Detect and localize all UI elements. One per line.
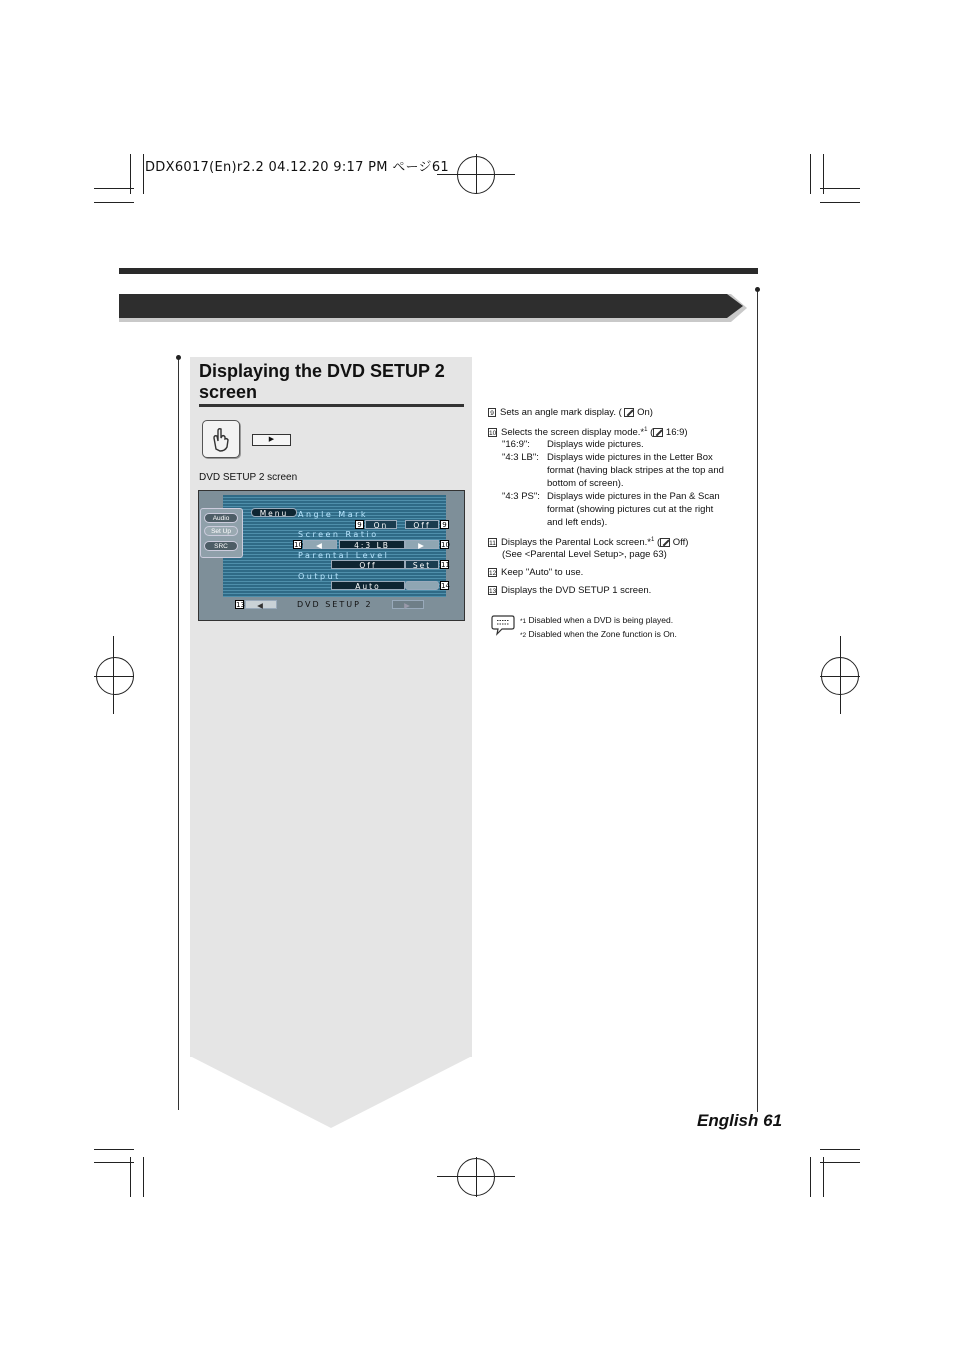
ratio-value: 4:3 LB xyxy=(339,540,405,549)
number-box: 11 xyxy=(489,540,496,548)
footer-label: DVD SETUP 2 xyxy=(297,600,373,609)
desc-11: 11 Displays the Parental Lock screen.*$^1$ ( Off) xyxy=(489,537,689,549)
desc-10-item-text: Displays wide pictures in the Pan & Scan xyxy=(547,491,720,502)
desc-11-text: Displays the Parental Lock screen.* xyxy=(501,537,651,549)
desc-10-item-key: "4:3 LB": xyxy=(502,452,539,463)
registration-mark xyxy=(113,636,114,714)
crop-mark xyxy=(94,1162,134,1163)
desc-11-default: Off xyxy=(672,537,686,549)
number-box: 9 xyxy=(488,408,496,417)
play-icon: ▶ xyxy=(268,436,275,443)
touch-icon xyxy=(202,420,240,458)
note-mark: *1 xyxy=(520,618,527,625)
crop-mark xyxy=(94,1149,134,1150)
crop-mark xyxy=(820,188,860,189)
desc-10-item-text: bottom of screen). xyxy=(547,478,624,489)
desc-10-item-key: "16:9": xyxy=(502,439,530,450)
chapter-banner xyxy=(119,294,747,322)
screen-ratio-label: Screen Ratio xyxy=(298,530,379,539)
desc-12 xyxy=(488,566,583,579)
page-footer: English 61 xyxy=(697,1111,783,1130)
pen-icon xyxy=(653,428,663,437)
margin-dot-left xyxy=(176,355,181,360)
ratio-right-button[interactable]: ▶ xyxy=(405,540,439,549)
desc-10-item-text: format (showing pictures cut at the right xyxy=(547,504,714,515)
callout-11: 11 xyxy=(441,561,450,569)
desc-13-text: Displays the DVD SETUP 1 screen. xyxy=(501,585,652,596)
crop-mark xyxy=(810,1157,811,1197)
screen-caption: DVD SETUP 2 screen xyxy=(199,472,298,483)
desc-9-close: ) xyxy=(649,407,653,418)
callout-10b: 10 xyxy=(441,541,450,549)
crop-mark xyxy=(820,1162,860,1163)
registration-mark xyxy=(476,154,477,194)
output-blank-button[interactable] xyxy=(405,581,439,590)
margin-rule-left xyxy=(178,358,179,1110)
parental-value: Off xyxy=(331,560,405,569)
crop-mark xyxy=(823,1157,824,1197)
desc-10-item-text: format (having black stripes at the top and xyxy=(547,465,724,476)
parental-set-button[interactable]: Set xyxy=(405,560,439,569)
margin-rule-right xyxy=(757,290,758,1112)
desc-10-close: ) xyxy=(684,427,688,439)
crop-mark xyxy=(130,1157,131,1197)
desc-10-item-text: Displays wide pictures in the Letter Box xyxy=(547,452,713,463)
desc-13 xyxy=(488,584,651,597)
angle-on-button[interactable]: On xyxy=(365,520,397,529)
print-header: DDX6017(En)r2.2 04.12.20 9:17 PM ページ61 xyxy=(145,160,449,175)
desc-11-sup: 1 xyxy=(650,537,655,543)
crop-mark xyxy=(820,202,860,203)
desc-10: 10 Selects the screen display mode.*$^1$ ( 16:9) xyxy=(489,427,688,439)
margin-dot-right xyxy=(755,287,760,292)
menu-button[interactable]: Menu xyxy=(251,508,297,517)
note-1 xyxy=(520,614,673,628)
angle-off-button[interactable]: Off xyxy=(405,520,439,529)
crop-mark xyxy=(820,1149,860,1150)
note-2 xyxy=(520,628,677,642)
left-panel xyxy=(190,357,472,1057)
next-screen-button[interactable]: ▶ xyxy=(392,600,424,609)
src-button[interactable]: SRC xyxy=(204,541,238,551)
ratio-left-button[interactable]: ◀ xyxy=(303,540,337,549)
note-mark: *2 xyxy=(520,632,527,639)
registration-mark xyxy=(476,1157,477,1197)
crop-mark xyxy=(94,202,134,203)
callout-9a: 9 xyxy=(355,520,364,529)
note-icon xyxy=(490,613,516,637)
top-rule xyxy=(119,268,758,274)
crop-mark xyxy=(143,154,144,194)
registration-mark xyxy=(94,676,134,677)
callout-13: 13 xyxy=(236,601,245,609)
pen-icon xyxy=(624,408,634,417)
desc-10-item-text: and left ends). xyxy=(547,517,608,528)
prev-screen-button[interactable]: ◀ xyxy=(245,600,277,609)
number-box: 10 xyxy=(489,430,497,438)
audio-button[interactable]: Audio xyxy=(204,513,238,523)
registration-mark xyxy=(840,636,841,714)
desc-11-close: ) xyxy=(685,537,689,549)
callout-14: 14 xyxy=(441,582,450,590)
desc-10-item-key: "4:3 PS": xyxy=(502,491,540,502)
parental-level-label: Parental Level xyxy=(298,551,390,560)
section-title: Displaying the DVD SETUP 2 screen xyxy=(199,361,445,402)
desc-10-sup: 1 xyxy=(644,427,648,433)
dvd-setup-2-screen xyxy=(198,490,465,621)
desc-9-default: On xyxy=(637,407,650,418)
callout-9b: 9 xyxy=(440,520,449,529)
left-panel-arrow xyxy=(190,1056,472,1128)
note-text: Disabled when a DVD is being played. xyxy=(528,615,674,625)
callout-10a: 10 xyxy=(294,541,303,549)
play-button[interactable] xyxy=(252,434,291,446)
output-label: Output xyxy=(298,572,341,581)
desc-9-text: Sets an angle mark display. ( xyxy=(500,407,622,418)
crop-mark xyxy=(94,188,134,189)
desc-10-item-text: Displays wide pictures. xyxy=(547,439,644,450)
number-box: 13 xyxy=(489,587,497,595)
title-rule xyxy=(199,404,464,407)
desc-9 xyxy=(488,406,653,419)
pen-icon xyxy=(660,538,670,547)
desc-10-default: 16:9 xyxy=(665,427,685,439)
note-text: Disabled when the Zone function is On. xyxy=(528,629,677,639)
crop-mark xyxy=(143,1157,144,1197)
number-box: 12 xyxy=(489,569,497,577)
setup-button[interactable]: Set Up xyxy=(204,526,238,536)
desc-10-text: Selects the screen display mode.* xyxy=(501,427,645,439)
output-value: Auto xyxy=(331,581,405,590)
desc-12-text: Keep "Auto" to use. xyxy=(501,567,584,578)
desc-11-line2: (See <Parental Level Setup>, page 63) xyxy=(502,549,667,560)
crop-mark xyxy=(810,154,811,194)
angle-mark-label: Angle Mark xyxy=(298,510,369,519)
